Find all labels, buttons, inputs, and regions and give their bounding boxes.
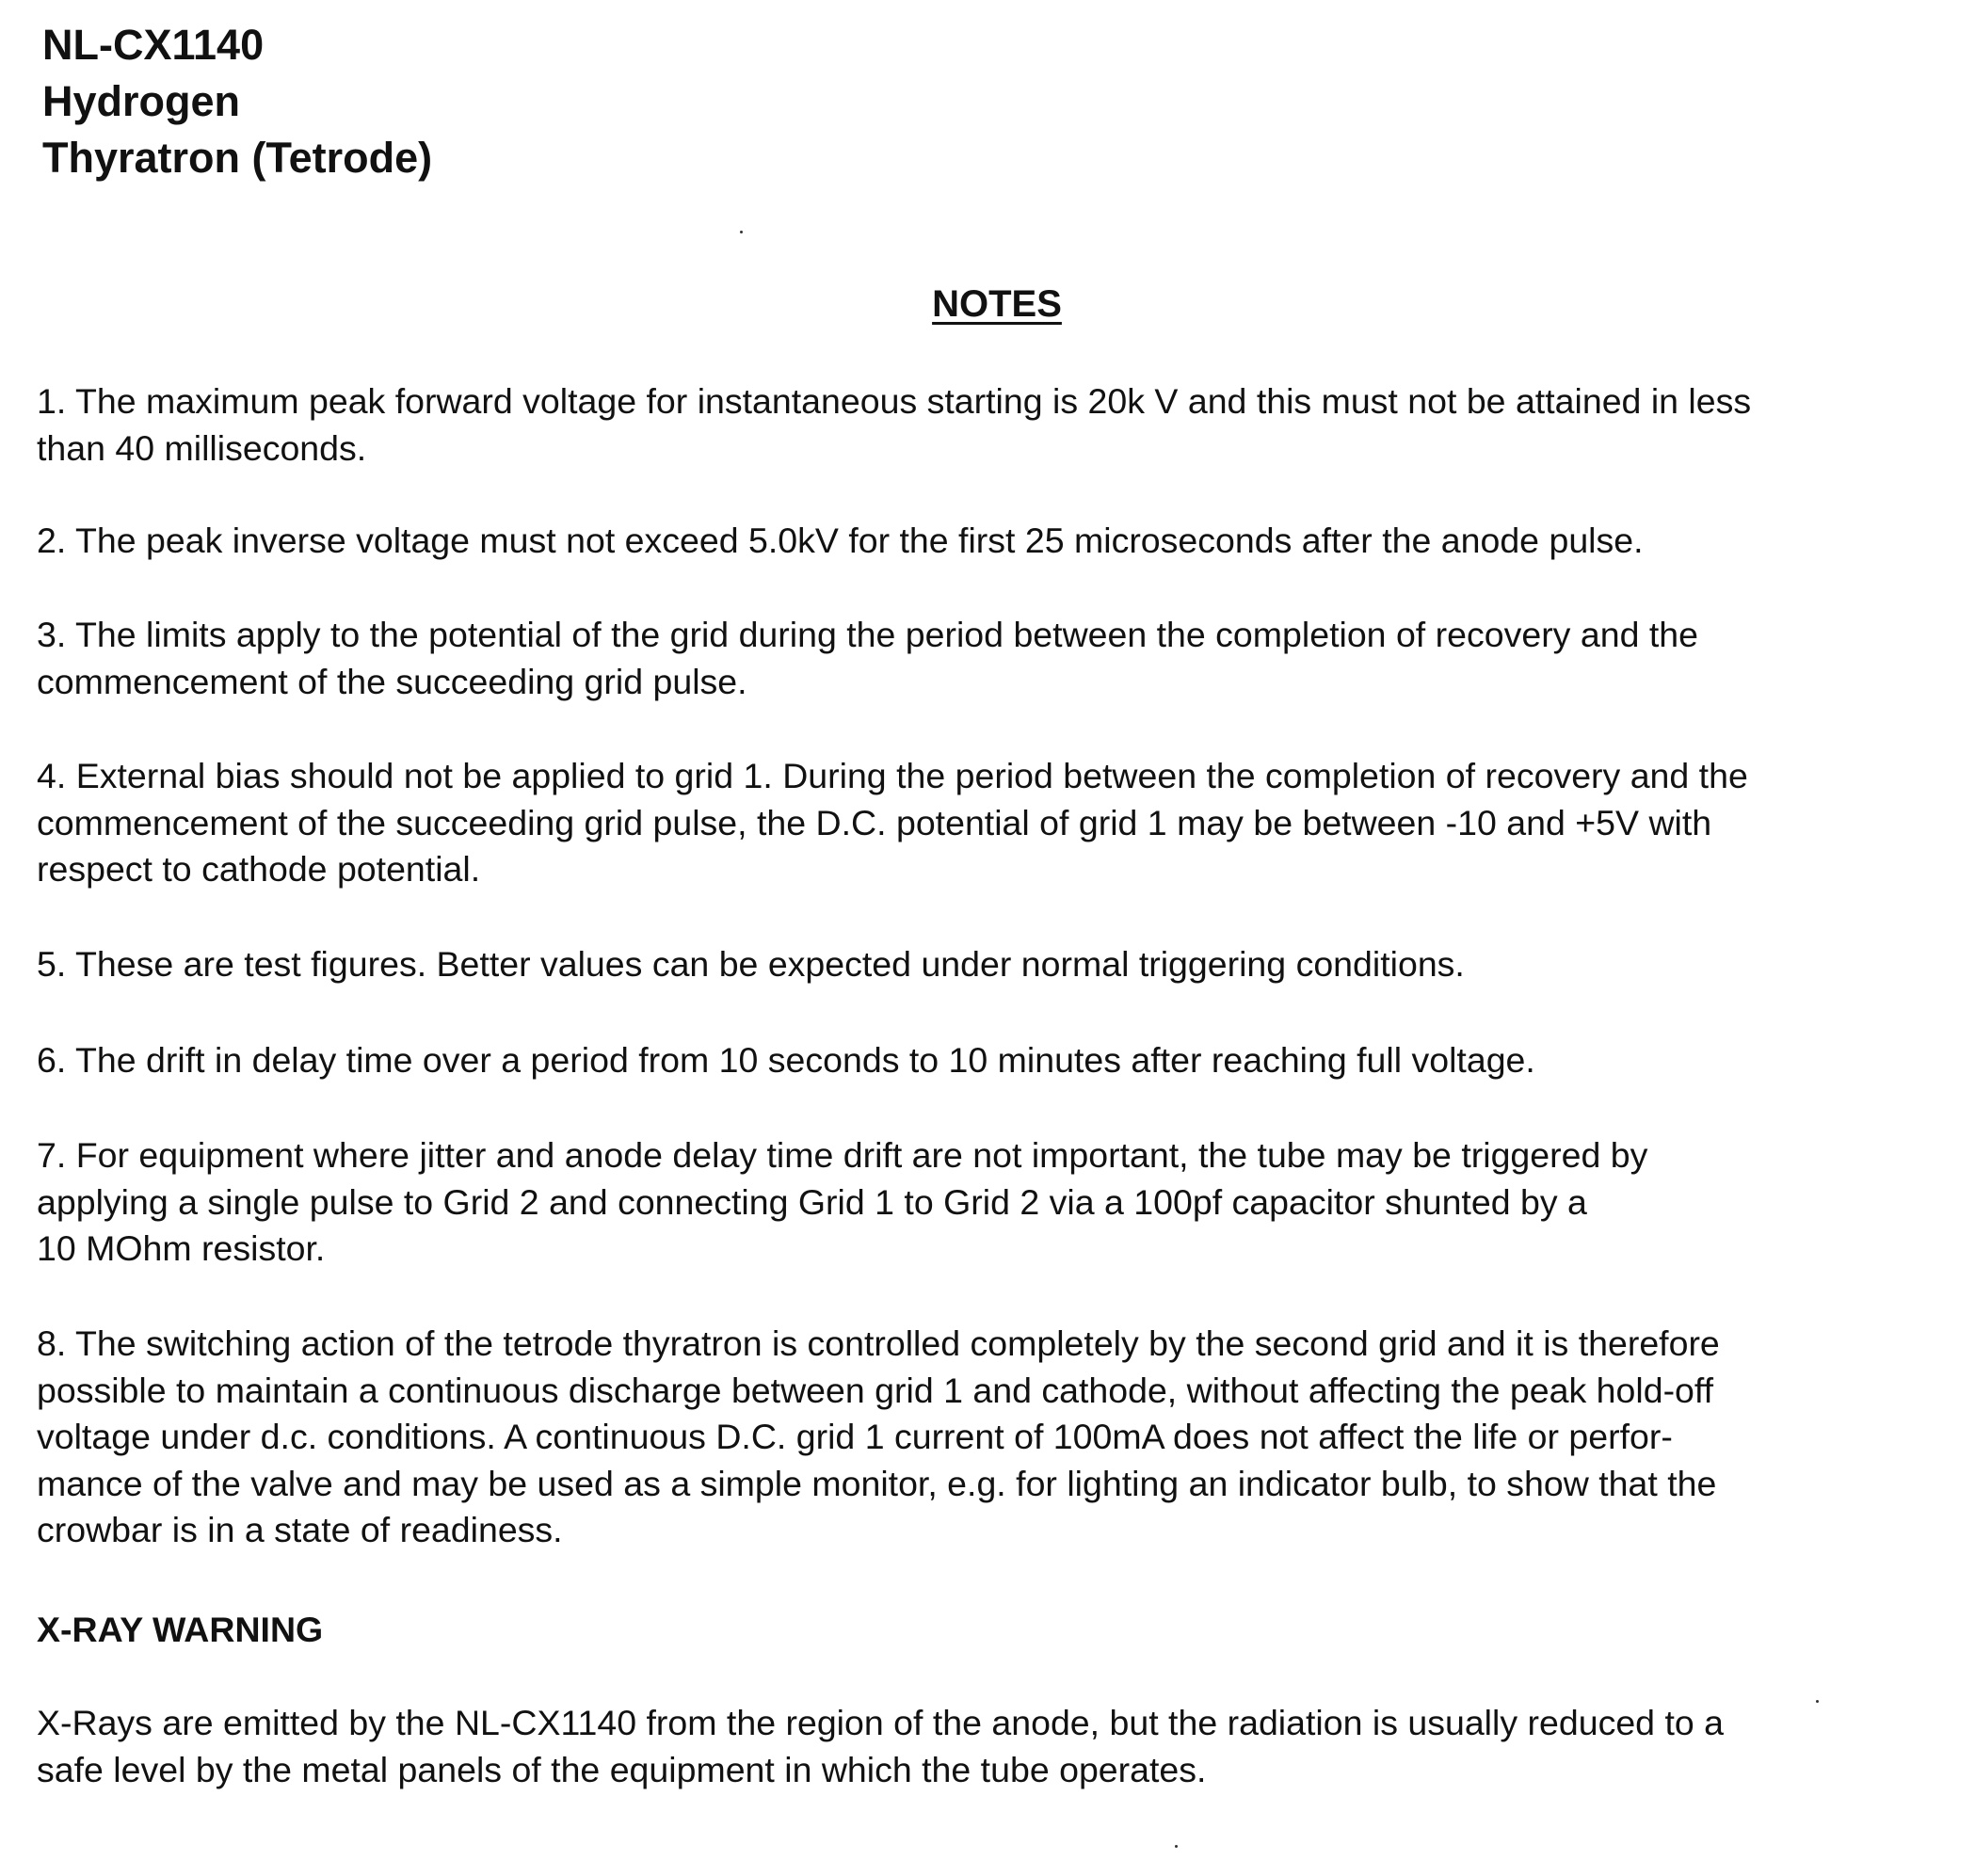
title-device-type: Thyratron (Tetrode) bbox=[42, 134, 433, 182]
document-title bbox=[42, 17, 432, 186]
title-gas-type: Hydrogen bbox=[42, 77, 241, 125]
notes-heading-label: NOTES bbox=[932, 283, 1062, 325]
note-6: 6. The drift in delay time over a period from 10 seconds to 10 minutes after reaching full voltage. bbox=[37, 1040, 1535, 1080]
note-1: 1. The maximum peak forward voltage for instantaneous starting is 20k V and this must not be attained in less than 40 milliseconds. bbox=[37, 381, 1752, 468]
note-8: 8. The switching action of the tetrode thyratron is controlled completely by the second grid and it is therefore possible to maintain a continuous discharge between grid 1 and cathode, without affecting the peak hold-off voltage under d.c. conditions. A continuous D.C. grid 1 current of 100mA does not affect the life or perfor- mance of the valve and may be used as a simple monitor, e.g. for lighting an indicator bulb, to show that the crowbar is in a state of readiness. bbox=[37, 1323, 1720, 1549]
scan-speck bbox=[1816, 1700, 1819, 1703]
scan-speck bbox=[740, 231, 743, 233]
title-part-number: NL-CX1140 bbox=[42, 21, 265, 69]
note-5: 5. These are test figures. Better values can be expected under normal triggering conditions. bbox=[37, 944, 1465, 984]
note-7: 7. For equipment where jitter and anode delay time drift are not important, the tube may be triggered by applying a single pulse to Grid 2 and connecting Grid 1 to Grid 2 via a 100pf capacitor shunted by a 10 MOhm resistor. bbox=[37, 1135, 1648, 1268]
notes-heading bbox=[0, 281, 1975, 328]
xray-warning-heading: X-RAY WARNING bbox=[37, 1610, 324, 1649]
note-3: 3. The limits apply to the potential of the grid during the period between the completion of recovery and the commencement of the succeeding grid pulse. bbox=[37, 615, 1698, 701]
scan-speck bbox=[1175, 1845, 1178, 1848]
note-4: 4. External bias should not be applied to grid 1. During the period between the completion of recovery and the commencement of the succeeding grid pulse, the D.C. potential of grid 1 may be between -10 and +5V with respect to cathode potential. bbox=[37, 756, 1748, 889]
xray-warning-text: X-Rays are emitted by the NL-CX1140 from the region of the anode, but the radiation is usually reduced to a safe level by the metal panels of the equipment in which the tube operates. bbox=[37, 1703, 1724, 1789]
note-2: 2. The peak inverse voltage must not exceed 5.0kV for the first 25 microseconds after the anode pulse. bbox=[37, 521, 1644, 560]
